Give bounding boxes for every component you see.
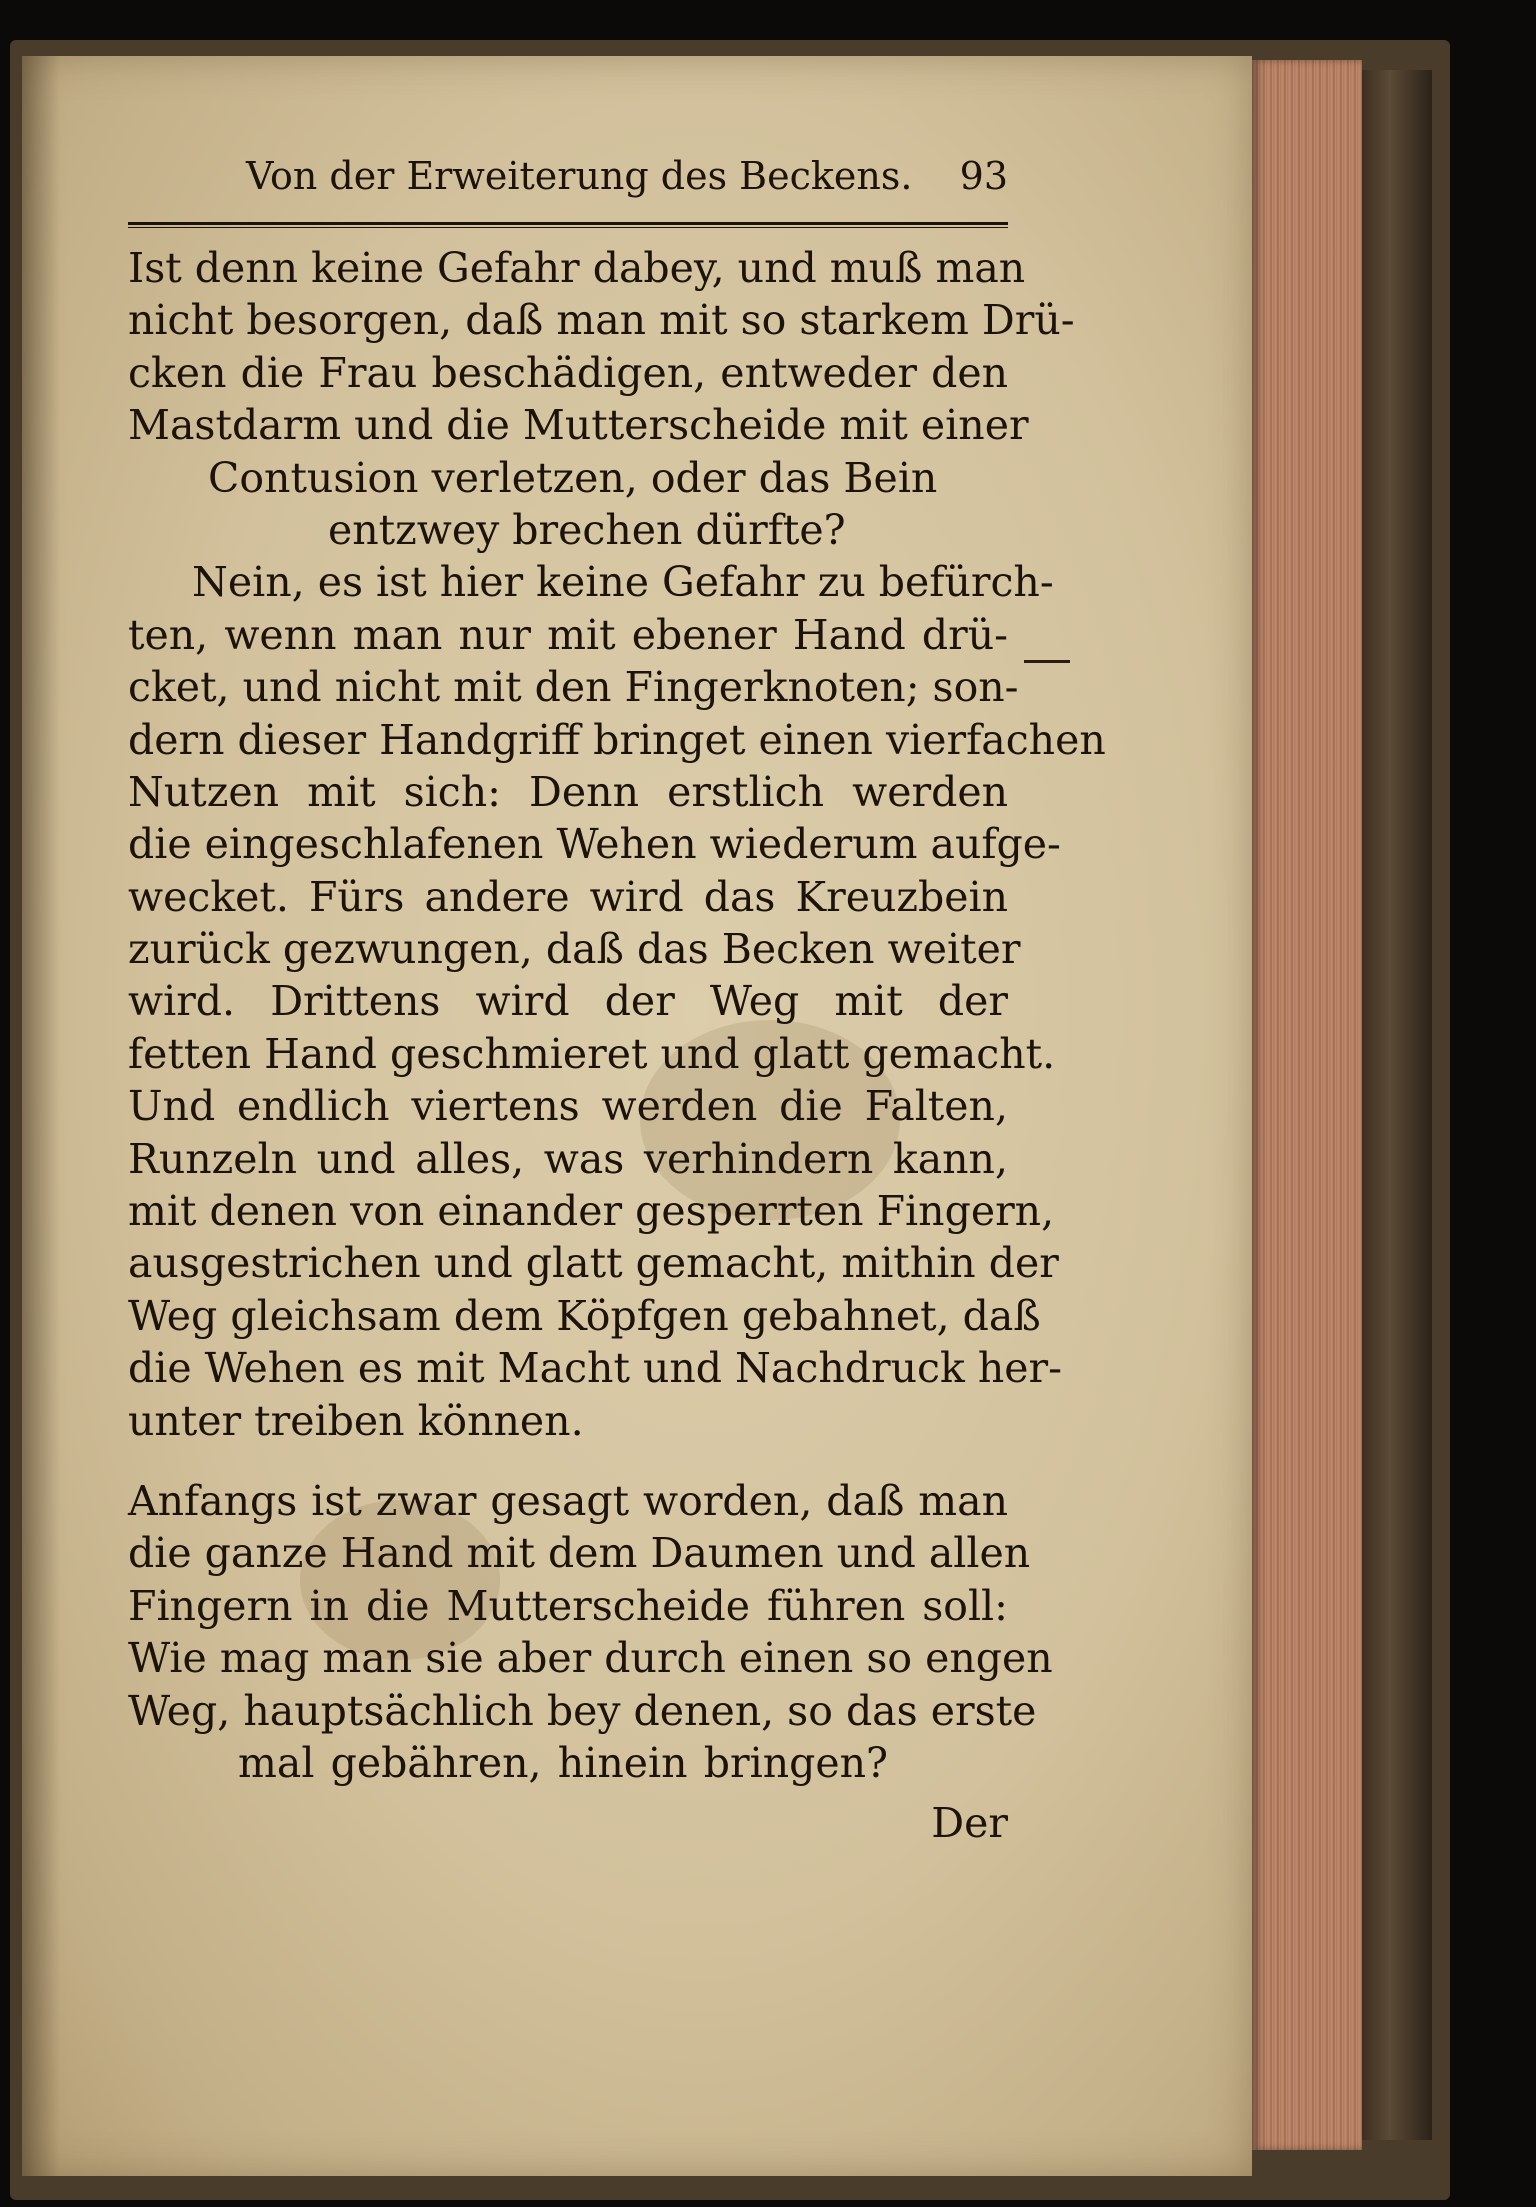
text-line: Mastdarm und die Mutterscheide mit einer [128,401,1029,450]
text-line: wecket. Fürs andere wird das Kreuzbein [128,872,1008,921]
text-line: entzwey brechen dürfte? [328,505,846,554]
text-line: Fingern in die Mutterscheide führen soll: [128,1581,1008,1630]
text-line: Nein, es ist hier keine Gefahr zu befürch- [192,558,1054,607]
text-line: cket, und nicht mit den Fingerknoten; son- [128,663,1019,712]
text-line: mit denen von einander gesperrten Fingern, [128,1187,1055,1236]
text-line: Ist denn keine Gefahr dabey, und muß man [128,244,1026,292]
page-text [128,150,1106,1850]
text-line: Runzeln und alles, was verhindern kann, [128,1134,1008,1183]
book-spine-edge [1362,70,1432,2140]
page-number: 93 [959,154,1008,198]
text-line: wird. Drittens wird der Weg mit der [128,977,1008,1026]
answer-paragraph [128,556,1106,1447]
text-line: Weg gleichsam dem Köpfgen gebahnet, daß [128,1291,1041,1340]
text-line: Wie mag man sie aber durch einen so engen [128,1634,1053,1683]
question-paragraph [128,242,1075,556]
catchword: Der [931,1799,1008,1848]
text-line: Und endlich viertens werden die Falten, [128,1082,1008,1131]
question-paragraph-2 [128,1475,1053,1789]
text-line: fetten Hand geschmieret und glatt gemacht. [128,1029,1056,1078]
text-line: die eingeschlafenen Wehen wiederum aufge- [128,820,1061,869]
text-line: Weg, hauptsächlich bey denen, so das erste [128,1686,1037,1735]
running-title: Von der Erweiterung des Beckens. [246,154,913,198]
text-line: die Wehen es mit Macht und Nachdruck her- [128,1344,1062,1393]
text-line: mal gebähren, hinein bringen? [238,1738,888,1787]
text-line: zurück gezwungen, daß das Becken weiter [128,925,1021,974]
header-rule [128,222,1008,228]
text-line: die ganze Hand mit dem Daumen und allen [128,1529,1031,1578]
text-line: nicht besorgen, daß man mit so starkem Drü- [128,296,1075,345]
page-edges [1252,60,1362,2150]
page-gutter [22,56,60,2176]
margin-mark [1024,660,1070,663]
text-line: dern dieser Handgriff bringet einen vierfachen [128,715,1106,764]
text-line: ten, wenn man nur mit ebener Hand drü- [128,610,1008,659]
text-line: unter treiben können. [128,1396,584,1445]
text-line: Anfangs ist zwar gesagt worden, daß man [128,1476,1008,1525]
running-header [128,150,1008,212]
text-line: Contusion verletzen, oder das Bein [208,453,938,502]
text-line: Nutzen mit sich: Denn erstlich werden [128,767,1008,816]
text-line: ausgestrichen und glatt gemacht, mithin der [128,1239,1059,1288]
text-line: cken die Frau beschädigen, entweder den [128,348,1008,397]
